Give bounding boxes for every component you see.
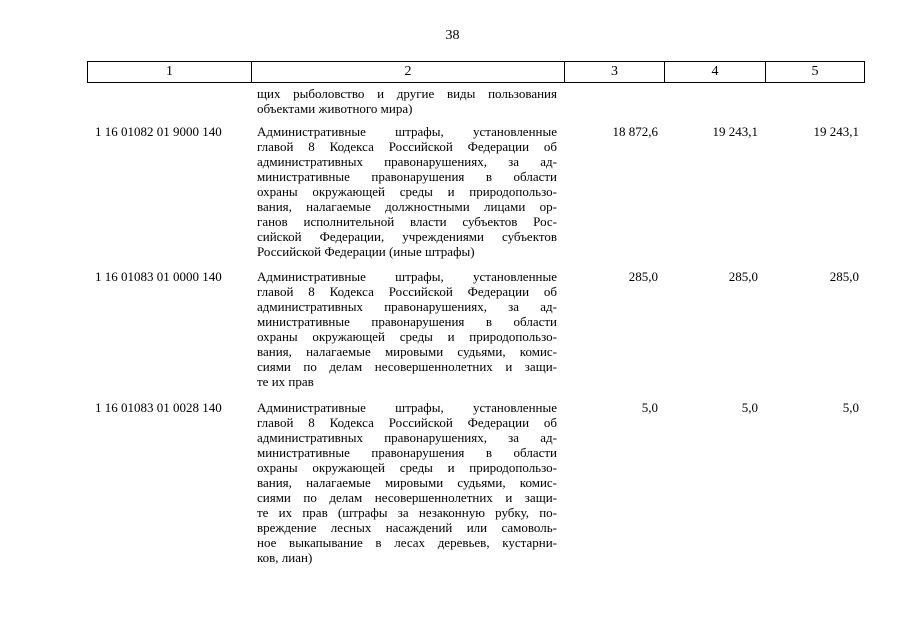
description-line: охраны окружающей среды и природопользо- — [257, 329, 557, 344]
page-number: 38 — [445, 28, 460, 43]
header-cell-4: 4 — [665, 62, 766, 82]
description-line: ганов исполнительной власти субъектов Рос- — [257, 214, 557, 229]
row-value-col5: 5,0 — [842, 400, 859, 415]
description-line: сиями по делам несовершеннолетних и защи- — [257, 359, 557, 374]
description-line: ное выкапывание в лесах деревьев, кустарни- — [257, 535, 557, 550]
row-description — [257, 400, 557, 565]
description-line: вреждение лесных насаждений или самоволь- — [257, 520, 557, 535]
description-line: сийской Федерации, учреждениями субъектов — [257, 229, 557, 244]
table-header-row — [87, 61, 865, 83]
header-cell-5: 5 — [811, 64, 819, 79]
row-code: 1 16 01083 01 0028 140 — [95, 400, 222, 415]
description-line: Административные штрафы, установленные — [257, 400, 557, 415]
continuation-line: объектами животного мира) — [257, 101, 413, 116]
continuation-text — [257, 86, 557, 116]
description-line: главой 8 Кодекса Российской Федерации об — [257, 415, 557, 430]
description-line: вания, налагаемые мировыми судьями, комис- — [257, 344, 557, 359]
row-value-col4: 5,0 — [741, 400, 758, 415]
description-line: вания, налагаемые мировыми судьями, комис- — [257, 475, 557, 490]
description-line: министративные правонарушения в области — [257, 314, 557, 329]
row-value-col4: 285,0 — [728, 269, 758, 284]
description-line: те их прав — [257, 374, 314, 389]
description-line: министративные правонарушения в области — [257, 169, 557, 184]
header-cell-1: 1 — [88, 62, 252, 82]
row-description — [257, 124, 557, 259]
row-value-col4: 19 243,1 — [712, 124, 758, 139]
description-line: Административные штрафы, установленные — [257, 124, 557, 139]
row-value-col5: 285,0 — [829, 269, 859, 284]
description-line: административных правонарушениях, за ад- — [257, 299, 557, 314]
description-line: административных правонарушениях, за ад- — [257, 154, 557, 169]
continuation-line: щих рыболовство и другие виды пользования — [257, 86, 557, 101]
row-code: 1 16 01082 01 9000 140 — [95, 124, 222, 139]
description-line: охраны окружающей среды и природопользо- — [257, 460, 557, 475]
description-line: вания, налагаемые должностными лицами ор- — [257, 199, 557, 214]
description-line: министративные правонарушения в области — [257, 445, 557, 460]
description-line: сиями по делам несовершеннолетних и защи- — [257, 490, 557, 505]
description-line: Российской Федерации (иные штрафы) — [257, 244, 475, 259]
row-value-col3: 18 872,6 — [612, 124, 658, 139]
description-line: административных правонарушениях, за ад- — [257, 430, 557, 445]
row-description — [257, 269, 557, 389]
row-value-col3: 5,0 — [641, 400, 658, 415]
description-line: те их прав (штрафы за незаконную рубку, по- — [257, 505, 557, 520]
description-line: главой 8 Кодекса Российской Федерации об — [257, 139, 557, 154]
row-value-col3: 285,0 — [628, 269, 658, 284]
header-cell-3: 3 — [565, 62, 665, 82]
description-line: ков, лиан) — [257, 550, 313, 565]
description-line: главой 8 Кодекса Российской Федерации об — [257, 284, 557, 299]
row-value-col5: 19 243,1 — [813, 124, 859, 139]
header-cell-2: 2 — [252, 62, 565, 82]
description-line: охраны окружающей среды и природопользо- — [257, 184, 557, 199]
row-code: 1 16 01083 01 0000 140 — [95, 269, 222, 284]
description-line: Административные штрафы, установленные — [257, 269, 557, 284]
